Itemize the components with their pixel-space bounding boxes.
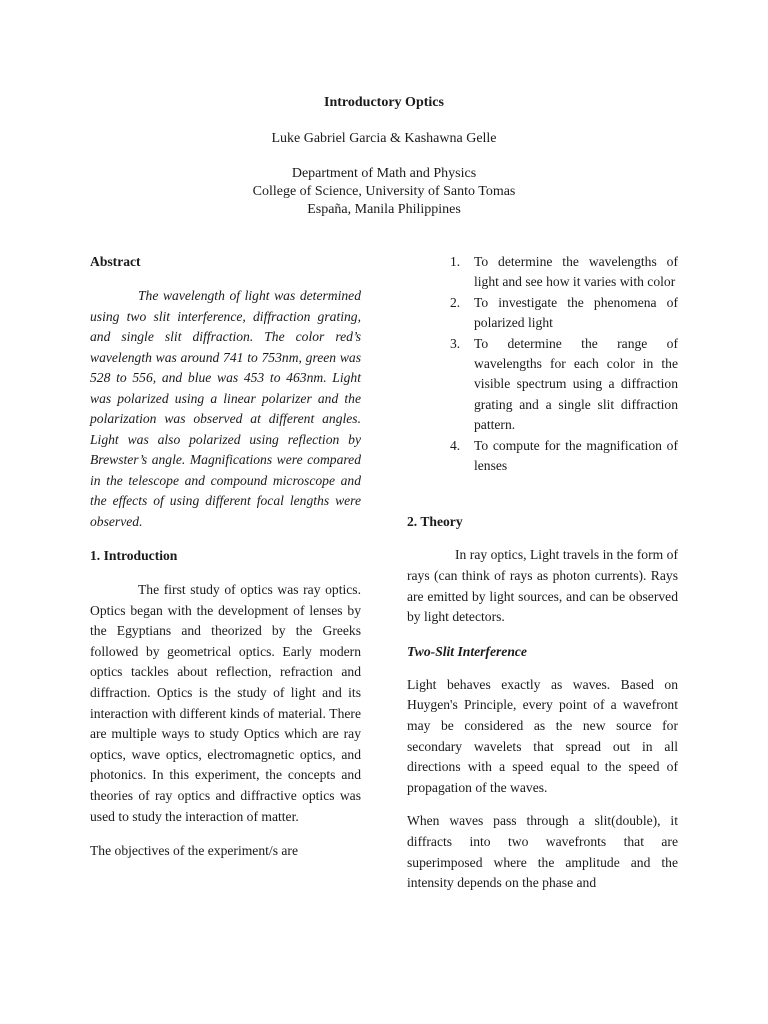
right-column [407,252,678,894]
list-item-text: To determine the range of wavelengths for each color in the visible spectrum using a diffraction grating and a single slit diffraction pattern. [474,335,678,433]
paper-title: Introductory Optics [324,95,444,110]
objectives-lead: The objectives of the experiment/s are [90,843,298,859]
paper-header [0,94,768,219]
two-slit-paragraph: Light behaves exactly as waves. Based on Huygen's Principle, every point of a wavefront may be considered as the new source for secondary wavelets that spread out in all directions with a speed equal to the speed of propagation of the waves. [407,676,678,795]
list-item [407,293,678,334]
list-item [407,436,678,477]
paper-authors: Luke Gabriel Garcia & Kashawna Gelle [271,131,497,146]
left-column [90,252,361,862]
affiliation-block [0,165,768,219]
list-item-text: To determine the wavelengths of light and see how it varies with color [474,254,678,290]
list-item-number: 3. [450,335,461,351]
two-slit-subheading: Two-Slit Interference [407,643,527,659]
introduction-paragraph: The first study of optics was ray optics. Optics began with the development of lenses by the Egyptians and theorized by the Greeks followed by geometrical optics. Early modern optics tackles about reflection, refraction and diffraction. Optics is the study of light and its interaction with different kinds of material. There are multiple ways to study Optics which are ray optics, wave optics, electromagnetic optics, and photonics. In this experiment, the concepts and theories of ray optics and diffractive optics was used to study the interaction of matter. [90,582,361,824]
abstract-heading: Abstract [90,254,141,269]
theory-heading: 2. Theory [407,514,463,530]
list-item-number: 2. [450,294,461,310]
abstract-body: The wavelength of light was determined using two slit interference, diffraction grating, and single slit diffraction. The color red’s wavelength was around 741 to 753nm, green was 528 to 556, and blue was 453 to 463nm. Light was polarized using a linear polarizer and the polarization was observed at different angles. Light was also polarized using reflection by Brewster’s angle. Magnifications were compared in the telescope and compound microscope and the effects of using different focal lengths were observed. [90,288,361,529]
introduction-heading: 1. Introduction [90,548,178,563]
two-slit-paragraph-continued: When waves pass through a slit(double), it diffracts into two wavefronts that are superimposed where the amplitude and the intensity depends on the phase and [407,813,678,891]
affiliation-department: Department of Math and Physics [291,166,477,181]
affiliation-college: College of Science, University of Santo Tomas [252,184,516,199]
list-item-number: 4. [450,437,461,453]
list-item-text: To investigate the phenomena of polarized light [474,294,678,331]
list-item-number: 1. [450,254,461,269]
list-item [407,252,678,293]
objectives-list [407,252,678,476]
affiliation-location: España, Manila Philippines [307,202,461,217]
list-item [407,334,678,436]
theory-paragraph: In ray optics, Light travels in the form of rays (can think of rays as photon currents). Rays are emitted by light sources, and can be observed by light detectors. [407,547,678,625]
list-item-text: To compute for the magnification of lenses [474,437,678,474]
